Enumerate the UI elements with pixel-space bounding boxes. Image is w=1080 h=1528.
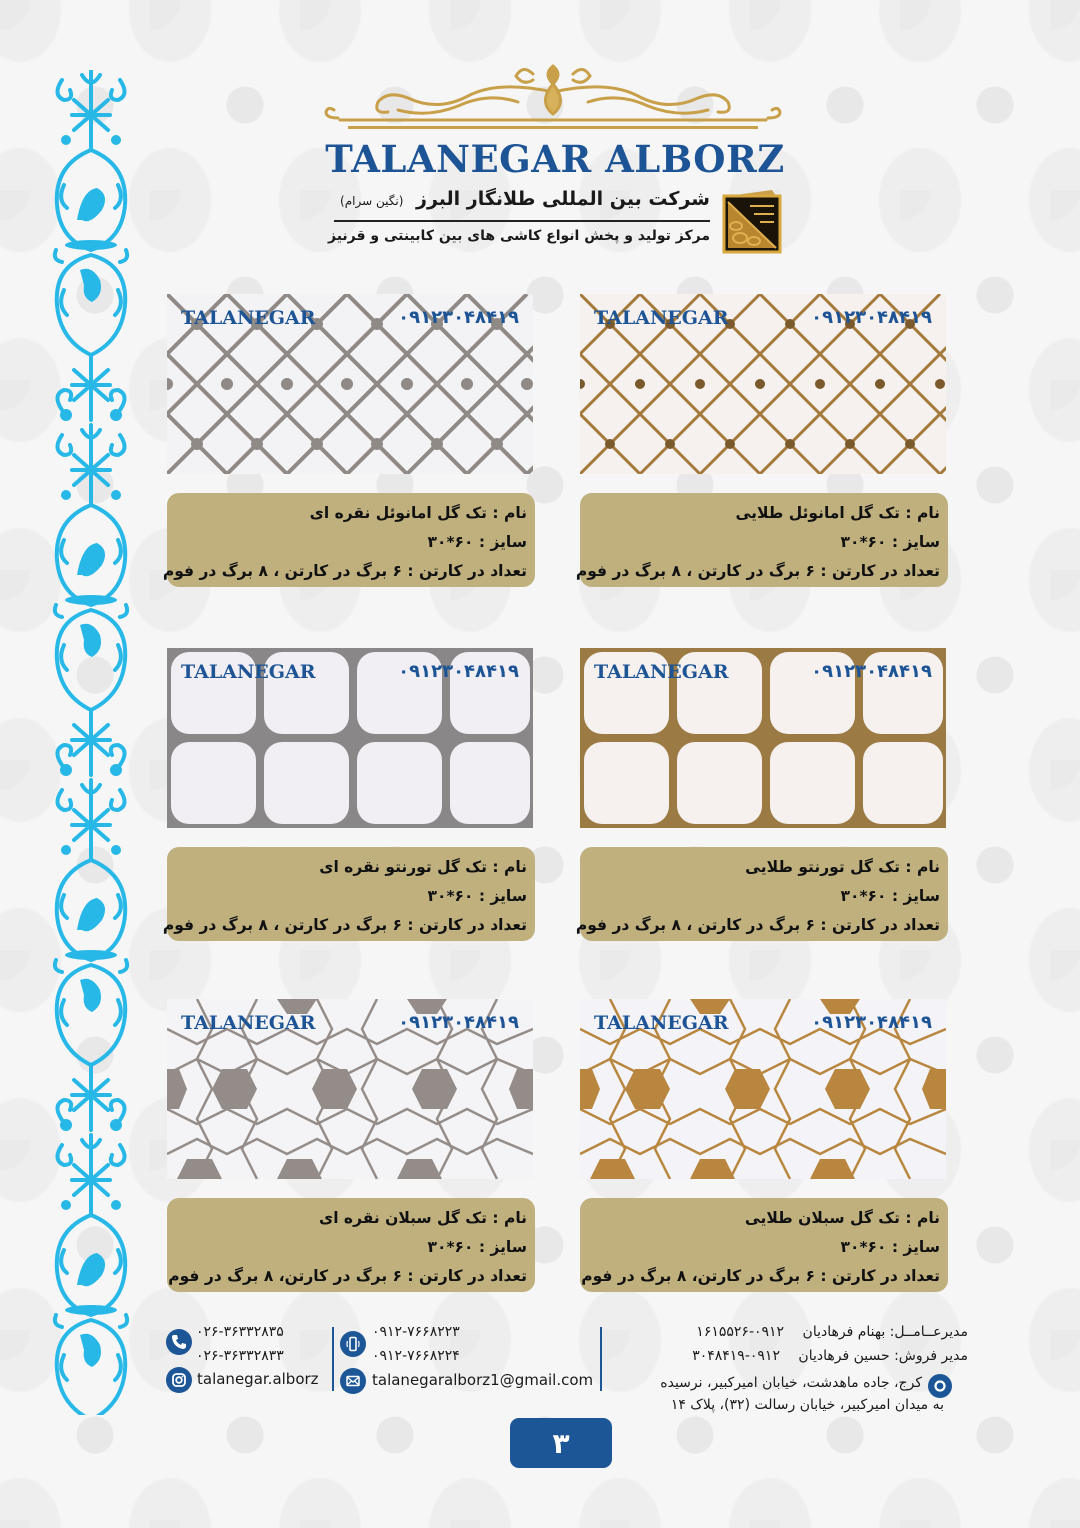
product-count: تعداد در کارتن : ۶ برگ در کارتن ، ۸ برگ در فوم (575, 562, 940, 580)
sales-phone[interactable]: ۰۹۱۲-۳۰۴۸۴۱۹ (692, 1348, 780, 1364)
product-name: نام : تک گل امانوئل نقره ای (309, 504, 527, 522)
instagram-icon (166, 1367, 192, 1393)
address-line-2: به میدان امیرکبیر، خیابان رسالت (۳۲)، پلاک ۱۴ (670, 1397, 944, 1413)
product-size: سایز : ۶۰*۳۰ (427, 1238, 527, 1256)
product-name: نام : تک گل امانوئل طلایی (735, 504, 940, 522)
address-line-1: کرج، جاده ماهدشت، خیابان امیرکبیر، نرسیده (660, 1375, 922, 1391)
product-size: سایز : ۶۰*۳۰ (840, 533, 940, 551)
product-name: نام : تک گل تورنتو طلایی (745, 858, 940, 876)
company-name (330, 188, 710, 210)
product-info-box (575, 493, 948, 587)
watermark-phone: ۰۹۱۲۳۰۴۸۴۱۹ (398, 1012, 519, 1033)
brand-title: TALANEGAR ALBORZ (325, 137, 785, 181)
product-image (580, 294, 946, 474)
landline-1[interactable]: ۰۲۶-۳۶۳۳۲۸۳۵ (196, 1324, 284, 1340)
watermark-brand: TALANEGAR (181, 661, 316, 683)
product-card-toronto-gold[interactable] (575, 648, 948, 941)
product-name: نام : تک گل سبلان نقره ای (319, 1209, 527, 1227)
company-name-text: شرکت بین المللی طلانگار البرز (416, 188, 710, 210)
sales-row (608, 1348, 968, 1364)
product-size: سایز : ۶۰*۳۰ (840, 887, 940, 905)
product-name: نام : تک گل تورنتو نقره ای (319, 858, 527, 876)
product-card-emanuel-silver[interactable] (162, 294, 535, 587)
product-image (167, 648, 533, 828)
decorative-border-ornament (52, 70, 130, 1415)
sales-label: مدیر فروش: حسین فرهادیان (798, 1348, 968, 1364)
company-logo (720, 186, 786, 254)
mobile-icon (340, 1331, 366, 1357)
product-count: تعداد در کارتن : ۶ برگ در کارتن، ۸ برگ در فوم (581, 1267, 940, 1285)
landline-2[interactable]: ۰۲۶-۳۶۳۳۲۸۳۳ (196, 1348, 284, 1364)
product-name: نام : تک گل سبلان طلایی (744, 1209, 940, 1227)
product-card-toronto-silver[interactable] (162, 648, 535, 941)
footer-divider (332, 1327, 334, 1391)
product-info-box (575, 847, 948, 941)
watermark-phone: ۰۹۱۲۳۰۴۸۴۱۹ (398, 307, 519, 328)
product-count: تعداد در کارتن : ۶ برگ در کارتن ، ۸ برگ در فوم (575, 916, 940, 934)
product-size: سایز : ۶۰*۳۰ (840, 1238, 940, 1256)
watermark-phone: ۰۹۱۲۳۰۴۸۴۱۹ (811, 1012, 932, 1033)
product-size: سایز : ۶۰*۳۰ (427, 887, 527, 905)
watermark-brand: TALANEGAR (594, 661, 729, 683)
product-card-sabalan-silver[interactable] (167, 999, 535, 1292)
location-pin-icon (928, 1374, 952, 1398)
header-divider (334, 220, 710, 222)
company-subname: (نگین سرام) (340, 194, 404, 208)
product-info-box (162, 847, 535, 941)
watermark-phone: ۰۹۱۲۳۰۴۸۴۱۹ (398, 661, 519, 682)
product-info-box (167, 1198, 535, 1292)
product-image (580, 648, 946, 828)
mobile-2[interactable]: ۰۹۱۲-۷۶۶۸۲۲۴ (372, 1348, 460, 1364)
watermark-brand: TALANEGAR (181, 1012, 316, 1034)
product-card-emanuel-gold[interactable] (575, 294, 948, 587)
product-info-box (580, 1198, 948, 1292)
ceo-label: مدیرعــامــل: بهنام فرهادیان (802, 1324, 968, 1340)
watermark-brand: TALANEGAR (594, 1012, 729, 1034)
watermark-brand: TALANEGAR (594, 307, 729, 329)
product-size: سایز : ۶۰*۳۰ (427, 533, 527, 551)
watermark-phone: ۰۹۱۲۳۰۴۸۴۱۹ (811, 661, 932, 682)
email-icon (340, 1368, 366, 1394)
product-image (167, 294, 533, 474)
gold-crown-ornament (318, 62, 788, 134)
page-number: ۳ (510, 1418, 612, 1468)
watermark-phone: ۰۹۱۲۳۰۴۸۴۱۹ (811, 307, 932, 328)
product-count: تعداد در کارتن : ۶ برگ در کارتن، ۸ برگ در فوم (168, 1267, 527, 1285)
product-info-box (162, 493, 535, 587)
product-count: تعداد در کارتن : ۶ برگ در کارتن ، ۸ برگ در فوم (162, 916, 527, 934)
product-count: تعداد در کارتن : ۶ برگ در کارتن ، ۸ برگ در فوم (162, 562, 527, 580)
tagline: مرکز تولید و پخش انواع کاشی های بین کابینتی و قرنیز (327, 228, 710, 244)
email-address[interactable]: talanegaralborz1@gmail.com (372, 1371, 594, 1389)
ceo-row (608, 1324, 968, 1340)
product-image (580, 999, 946, 1179)
product-image (167, 999, 533, 1179)
watermark-brand: TALANEGAR (181, 307, 316, 329)
instagram-handle[interactable]: talanegar.alborz (197, 1370, 319, 1388)
product-card-sabalan-gold[interactable] (580, 999, 948, 1292)
ceo-phone[interactable]: ۰۹۱۲-۱۶۱۵۵۲۶ (696, 1324, 785, 1340)
mobile-1[interactable]: ۰۹۱۲-۷۶۶۸۲۲۳ (372, 1324, 460, 1340)
phone-icon (166, 1329, 192, 1355)
